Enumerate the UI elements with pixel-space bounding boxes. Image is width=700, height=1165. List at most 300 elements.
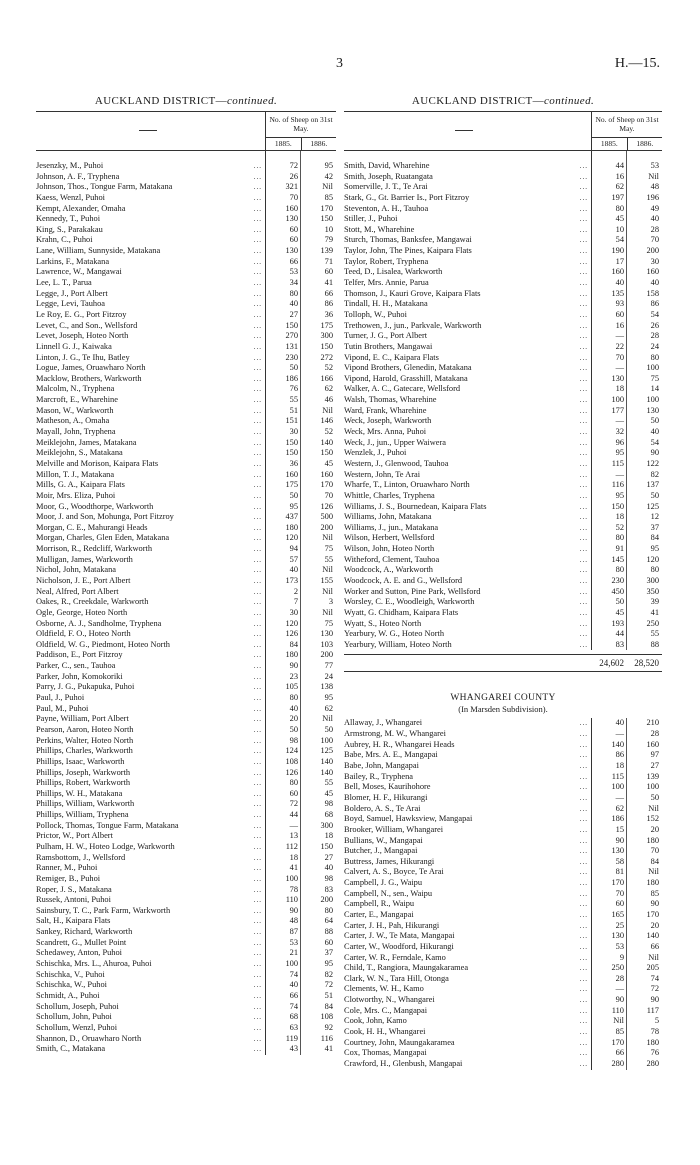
sheep-1886: 90 bbox=[650, 448, 659, 458]
table-row bbox=[344, 867, 662, 878]
table-row bbox=[36, 416, 336, 427]
table-row bbox=[36, 597, 336, 608]
entry-name: Williams, John, Matakana bbox=[344, 512, 432, 522]
sheep-1886: Nil bbox=[322, 182, 333, 192]
sheep-1886: 80 bbox=[650, 352, 659, 362]
sheep-1886: 40 bbox=[650, 214, 659, 224]
leader-dots: ... bbox=[253, 491, 262, 500]
sheep-1886: 28 bbox=[650, 224, 659, 234]
sheep-1886: 82 bbox=[650, 469, 659, 479]
sheep-1886: 170 bbox=[320, 203, 333, 213]
sheep-1886: 205 bbox=[646, 963, 659, 973]
sheep-1885: 450 bbox=[611, 586, 624, 596]
sheep-1885: 180 bbox=[285, 522, 298, 532]
sheep-1886: 138 bbox=[320, 682, 333, 692]
sheep-1885: 250 bbox=[611, 963, 624, 973]
entry-name: Weck, J., jun., Upper Waiwera bbox=[344, 437, 446, 447]
sheep-1885: 170 bbox=[611, 878, 624, 888]
sheep-1886: 160 bbox=[646, 739, 659, 749]
sheep-1885: 43 bbox=[289, 1044, 298, 1054]
sheep-1885: 186 bbox=[285, 373, 298, 383]
year-header-1885: 1885. bbox=[266, 138, 302, 150]
table-row bbox=[344, 299, 662, 310]
sheep-1886: 139 bbox=[646, 771, 659, 781]
leader-dots: ... bbox=[579, 879, 588, 888]
sheep-1886: Nil bbox=[322, 405, 333, 415]
leader-dots: ... bbox=[253, 811, 262, 820]
table-row bbox=[36, 512, 336, 523]
table-row bbox=[36, 991, 336, 1002]
entry-name: Phillips, Isaac, Warkworth bbox=[36, 756, 125, 766]
table-row bbox=[344, 172, 662, 183]
table-row bbox=[36, 821, 336, 832]
sheep-1885: 51 bbox=[289, 405, 298, 415]
leader-dots: ... bbox=[579, 825, 588, 834]
leader-dots: ... bbox=[253, 800, 262, 809]
sheep-1886: 27 bbox=[324, 852, 333, 862]
leader-dots: ... bbox=[579, 470, 588, 479]
leader-dots: ... bbox=[579, 162, 588, 170]
leader-dots: ... bbox=[579, 598, 588, 607]
leader-dots: ... bbox=[253, 449, 262, 458]
sheep-1885: 160 bbox=[611, 267, 624, 277]
leader-dots: ... bbox=[253, 608, 262, 617]
table-row bbox=[344, 640, 662, 651]
sheep-1885: 10 bbox=[615, 224, 624, 234]
entry-name: Paul, J., Puhoi bbox=[36, 693, 85, 703]
sheep-1886: 83 bbox=[324, 884, 333, 894]
sheep-1885: 55 bbox=[289, 395, 298, 405]
table-row bbox=[36, 757, 336, 768]
leader-dots: ... bbox=[579, 576, 588, 585]
table-row bbox=[36, 682, 336, 693]
sheep-1886: 75 bbox=[650, 373, 659, 383]
table-row bbox=[344, 793, 662, 804]
left-column bbox=[36, 94, 336, 1055]
sheep-1886: 95 bbox=[324, 161, 333, 170]
sheep-1885: 74 bbox=[289, 1001, 298, 1011]
entry-name: Wyatt, S., Hoteo North bbox=[344, 618, 422, 628]
leader-dots: ... bbox=[579, 587, 588, 596]
sheep-1886: 39 bbox=[650, 597, 659, 607]
entry-name: Logue, James, Oruawharo North bbox=[36, 363, 146, 373]
leader-dots: ... bbox=[579, 1028, 588, 1037]
entry-name: Phillips, Joseph, Warkworth bbox=[36, 767, 131, 777]
entry-name: Kaess, Wenzl, Puhoi bbox=[36, 192, 105, 202]
entry-name: Butcher, J., Mangapai bbox=[344, 846, 418, 856]
sheep-1885: 87 bbox=[289, 927, 298, 937]
leader-dots: ... bbox=[579, 996, 588, 1005]
table-row bbox=[344, 782, 662, 793]
sheep-1885: 131 bbox=[285, 341, 298, 351]
sheep-1886: 62 bbox=[324, 703, 333, 713]
leader-dots: ... bbox=[579, 300, 588, 309]
leader-dots: ... bbox=[253, 789, 262, 798]
table-row bbox=[36, 225, 336, 236]
leader-dots: ... bbox=[579, 374, 588, 383]
sheep-1886: 95 bbox=[650, 544, 659, 554]
sheep-1885: 130 bbox=[611, 931, 624, 941]
table-row bbox=[36, 246, 336, 257]
table-row bbox=[36, 1023, 336, 1034]
sheep-1885: 130 bbox=[285, 214, 298, 224]
sheep-1885: 70 bbox=[615, 352, 624, 362]
entry-name: Paul, M., Puhoi bbox=[36, 703, 89, 713]
leader-dots: ... bbox=[253, 640, 262, 649]
table-row bbox=[344, 629, 662, 640]
sheep-1886: 155 bbox=[320, 575, 333, 585]
entry-name: Johnson, A. F., Tryphena bbox=[36, 171, 120, 181]
sheep-1886: 160 bbox=[646, 267, 659, 277]
table-row bbox=[344, 406, 662, 417]
table-row bbox=[344, 974, 662, 985]
table-row bbox=[36, 874, 336, 885]
leader-dots: ... bbox=[579, 762, 588, 771]
sheep-1885: 90 bbox=[615, 995, 624, 1005]
sheep-1885: 94 bbox=[289, 544, 298, 554]
entry-name: Whittle, Charles, Tryphena bbox=[344, 490, 435, 500]
sheep-1886: Nil bbox=[322, 714, 333, 724]
sheep-1886: 95 bbox=[324, 693, 333, 703]
sheep-1885: 25 bbox=[615, 920, 624, 930]
year-header-1886: 1886. bbox=[636, 139, 654, 148]
leader-dots: ... bbox=[253, 321, 262, 330]
sheep-1886: 70 bbox=[324, 490, 333, 500]
entry-name: Mayall, John, Tryphena bbox=[36, 427, 116, 437]
entry-name: Oldfield, W. G., Piedmont, Hoteo North bbox=[36, 639, 170, 649]
sheep-count-header: No. of Sheep on 31st May. bbox=[592, 112, 662, 138]
sheep-1886: 28 bbox=[650, 729, 659, 739]
entry-name: Matheson, A., Omaha bbox=[36, 416, 110, 426]
sheep-1885: 230 bbox=[285, 352, 298, 362]
sheep-1886: 50 bbox=[650, 792, 659, 802]
table-row bbox=[344, 750, 662, 761]
entry-name: Smith, Joseph, Ruatangata bbox=[344, 171, 433, 181]
entry-name: Prictor, W., Port Albert bbox=[36, 831, 113, 841]
leader-dots: ... bbox=[253, 481, 262, 490]
sheep-1885: 105 bbox=[285, 682, 298, 692]
sheep-1886: 146 bbox=[320, 416, 333, 426]
sheep-1886: 210 bbox=[646, 718, 659, 728]
leader-dots: ... bbox=[579, 932, 588, 941]
table-row bbox=[344, 910, 662, 921]
entry-name: Moor, J. and Son, Mohunga, Port Fitzroy bbox=[36, 512, 174, 522]
entry-name: Levet, C., and Son., Wellsford bbox=[36, 320, 138, 330]
leader-dots: ... bbox=[579, 225, 588, 234]
leader-dots: ... bbox=[579, 630, 588, 639]
leader-dots: ... bbox=[253, 162, 262, 170]
entry-name: Schischka, Mrs. L., Ahuroa, Puhoi bbox=[36, 959, 152, 969]
table-row bbox=[36, 406, 336, 417]
sheep-1886: 41 bbox=[650, 607, 659, 617]
sheep-1885: 126 bbox=[285, 767, 298, 777]
sheep-1886: 41 bbox=[324, 1044, 333, 1054]
table-row bbox=[344, 953, 662, 964]
leader-dots: ... bbox=[579, 740, 588, 749]
entry-name: Clements, W. H., Kamo bbox=[344, 984, 424, 994]
sheep-1886: 52 bbox=[324, 427, 333, 437]
sheep-1885: 160 bbox=[285, 203, 298, 213]
sheep-1885: 23 bbox=[289, 671, 298, 681]
entry-name: Schollum, Wenzl, Puhoi bbox=[36, 1022, 118, 1032]
sheep-1886: 90 bbox=[650, 995, 659, 1005]
sheep-1885: 270 bbox=[285, 331, 298, 341]
sheep-1885: 60 bbox=[289, 235, 298, 245]
entry-name: Phillips, Robert, Warkworth bbox=[36, 778, 131, 788]
entry-name: Cook, John, Kamo bbox=[344, 1016, 407, 1026]
table-row bbox=[344, 889, 662, 900]
entry-name: Walsh, Thomas, Wharehine bbox=[344, 395, 437, 405]
table-row bbox=[344, 374, 662, 385]
table-row bbox=[36, 331, 336, 342]
entry-name: Western, J., Glenwood, Tauhoa bbox=[344, 458, 449, 468]
entry-name: Calvert, A. S., Boyce, Te Arai bbox=[344, 867, 444, 877]
total-1886: 28,520 bbox=[634, 658, 659, 669]
entry-name: Millon, T. J., Matakana bbox=[36, 469, 115, 479]
entry-name: Perkins, Walter, Hoteo North bbox=[36, 735, 134, 745]
sheep-1886: 150 bbox=[320, 448, 333, 458]
entry-name: Yearbury, William, Hoteo North bbox=[344, 639, 452, 649]
sheep-1886: 40 bbox=[650, 278, 659, 288]
sheep-1886: 140 bbox=[320, 437, 333, 447]
table-row bbox=[344, 857, 662, 868]
entry-name: Remiger, B., Puhoi bbox=[36, 873, 101, 883]
table-row bbox=[36, 565, 336, 576]
entry-name: Wenzlek, J., Puhoi bbox=[344, 448, 407, 458]
sheep-1886: 28 bbox=[650, 331, 659, 341]
sheep-1886: 76 bbox=[650, 1048, 659, 1058]
entry-name: Bullians, W., Mangapai bbox=[344, 835, 423, 845]
table-row bbox=[344, 718, 662, 729]
leader-dots: ... bbox=[253, 630, 262, 639]
sheep-1885: 124 bbox=[285, 746, 298, 756]
entry-name: Sturch, Thomas, Banksfee, Mangawai bbox=[344, 235, 472, 245]
leader-dots: ... bbox=[579, 172, 588, 181]
leader-dots: ... bbox=[253, 545, 262, 554]
entry-name: Salt, H., Kaipara Flats bbox=[36, 916, 111, 926]
entry-name: Meiklejohn, James, Matakana bbox=[36, 437, 137, 447]
leader-dots: ... bbox=[579, 1059, 588, 1068]
sheep-1886: Nil bbox=[648, 952, 659, 962]
sheep-1885: 68 bbox=[289, 1012, 298, 1022]
leader-dots: ... bbox=[253, 619, 262, 628]
table-row bbox=[36, 799, 336, 810]
sheep-1886: 62 bbox=[324, 384, 333, 394]
leader-dots: ... bbox=[579, 619, 588, 628]
sheep-1886: 200 bbox=[646, 246, 659, 256]
leader-dots: ... bbox=[579, 268, 588, 277]
entry-name: Clotworthy, N., Whangarei bbox=[344, 995, 435, 1005]
leader-dots: ... bbox=[253, 843, 262, 851]
sheep-1886: 75 bbox=[324, 544, 333, 554]
sheep-1886: 130 bbox=[646, 405, 659, 415]
entry-name: Brooker, William, Whangarei bbox=[344, 824, 444, 834]
sheep-1886: 55 bbox=[324, 554, 333, 564]
entry-name: Melville and Morison, Kaipara Flats bbox=[36, 458, 159, 468]
sheep-1885: 90 bbox=[289, 905, 298, 915]
leader-dots: ... bbox=[253, 1013, 262, 1022]
leader-dots: ... bbox=[253, 342, 262, 351]
leader-dots: ... bbox=[253, 396, 262, 405]
table-row bbox=[344, 214, 662, 225]
column-title-prefix: AUCKLAND DISTRICT— bbox=[411, 95, 545, 107]
sheep-1885: 83 bbox=[615, 639, 624, 649]
sheep-1885: — bbox=[615, 792, 624, 802]
table-row bbox=[36, 810, 336, 821]
sheep-1885: 44 bbox=[615, 629, 624, 639]
leader-dots: ... bbox=[253, 747, 262, 756]
sheep-1885: 40 bbox=[289, 703, 298, 713]
leader-dots: ... bbox=[253, 385, 262, 394]
entry-name: Stiller, J., Puhoi bbox=[344, 214, 398, 224]
table-row bbox=[344, 729, 662, 740]
sheep-1885: 17 bbox=[615, 256, 624, 266]
entry-name: Babe, John, Mangapai bbox=[344, 761, 419, 771]
entry-name: Schmidt, A., Puhoi bbox=[36, 990, 100, 1000]
sheep-1886: 37 bbox=[324, 948, 333, 958]
table-row bbox=[36, 863, 336, 874]
table-row bbox=[36, 1044, 336, 1055]
table-row bbox=[344, 740, 662, 751]
table-row bbox=[36, 704, 336, 715]
entry-name: Pulham, H. W., Hoteo Lodge, Warkworth bbox=[36, 842, 175, 851]
entry-name: Lane, William, Sunnyside, Matakana bbox=[36, 246, 161, 256]
sheep-1885: 135 bbox=[611, 288, 624, 298]
entry-name: Moir, Mrs. Eliza, Puhoi bbox=[36, 490, 116, 500]
table-row bbox=[36, 895, 336, 906]
sheep-1886: Nil bbox=[648, 171, 659, 181]
entry-name: Neal, Alfred, Port Albert bbox=[36, 586, 119, 596]
year-header-1886: 1886. bbox=[310, 139, 328, 148]
sheep-1885: 95 bbox=[289, 501, 298, 511]
table-row bbox=[36, 650, 336, 661]
table-row bbox=[344, 772, 662, 783]
table-row bbox=[36, 948, 336, 959]
sheep-1886: 14 bbox=[650, 384, 659, 394]
table-row bbox=[344, 491, 662, 502]
table-row bbox=[36, 363, 336, 374]
table-row bbox=[36, 353, 336, 364]
sheep-1885: 72 bbox=[289, 799, 298, 809]
sheep-1886: 70 bbox=[650, 846, 659, 856]
sheep-1885: 100 bbox=[285, 873, 298, 883]
sheep-1886: 98 bbox=[324, 873, 333, 883]
leader-dots: ... bbox=[579, 417, 588, 426]
entry-name: Worker and Sutton, Pine Park, Wellsford bbox=[344, 586, 481, 596]
table-row bbox=[36, 640, 336, 651]
table-header bbox=[344, 111, 662, 151]
entry-name: Williams, J., jun., Matakana bbox=[344, 522, 439, 532]
sheep-1885: 30 bbox=[289, 427, 298, 437]
sheep-1885: 173 bbox=[285, 575, 298, 585]
sheep-1886: 77 bbox=[324, 661, 333, 671]
table-row bbox=[344, 310, 662, 321]
table-row bbox=[36, 576, 336, 587]
sheep-1885: — bbox=[615, 984, 624, 994]
entry-name: Krahn, C., Puhoi bbox=[36, 235, 93, 245]
sheep-1885: 53 bbox=[289, 267, 298, 277]
entry-name: Shannon, D., Oruawharo North bbox=[36, 1033, 142, 1043]
sheep-1885: 50 bbox=[615, 597, 624, 607]
table-row bbox=[36, 970, 336, 981]
leader-dots: ... bbox=[579, 332, 588, 341]
sheep-1886: 200 bbox=[320, 895, 333, 905]
sheep-1886: 88 bbox=[324, 927, 333, 937]
table-row bbox=[344, 289, 662, 300]
table-row bbox=[344, 161, 662, 172]
sheep-1885: 95 bbox=[615, 448, 624, 458]
total-row bbox=[344, 654, 662, 672]
sheep-1885: 177 bbox=[611, 405, 624, 415]
entry-name: Legge, J., Port Albert bbox=[36, 288, 108, 298]
entry-name: Phillips, William, Warkworth bbox=[36, 799, 135, 809]
leader-dots: ... bbox=[253, 268, 262, 277]
entry-name: Cole, Mrs. C., Mangapai bbox=[344, 1005, 428, 1015]
sheep-1886: 200 bbox=[320, 522, 333, 532]
leader-dots: ... bbox=[253, 1023, 262, 1032]
leader-dots: ... bbox=[253, 906, 262, 915]
sheep-1885: 96 bbox=[615, 437, 624, 447]
leader-dots: ... bbox=[253, 215, 262, 224]
sheep-1886: 170 bbox=[646, 910, 659, 919]
sheep-1885: 40 bbox=[289, 565, 298, 575]
leader-dots: ... bbox=[579, 847, 588, 856]
sheep-1885: 54 bbox=[615, 235, 624, 245]
entry-name: Blomer, H. F., Hikurangi bbox=[344, 792, 428, 802]
sheep-1886: 78 bbox=[650, 1027, 659, 1037]
table-row bbox=[344, 1006, 662, 1017]
entry-name: Legge, Levi, Tauhoa bbox=[36, 299, 106, 309]
leader-dots: ... bbox=[579, 438, 588, 447]
leader-dots: ... bbox=[253, 236, 262, 245]
table-row bbox=[344, 555, 662, 566]
table-row bbox=[36, 629, 336, 640]
sheep-1885: 48 bbox=[289, 916, 298, 926]
entry-name: Malcolm, N., Tryphena bbox=[36, 384, 115, 394]
table-row bbox=[344, 257, 662, 268]
entry-name: Child, T., Rangiora, Maungakaramea bbox=[344, 963, 469, 973]
leader-dots: ... bbox=[579, 964, 588, 973]
table-row bbox=[36, 1012, 336, 1023]
sheep-1886: 37 bbox=[650, 522, 659, 532]
sheep-1886: 52 bbox=[324, 363, 333, 373]
sheep-1886: 120 bbox=[646, 554, 659, 564]
sheep-1885: 120 bbox=[285, 533, 298, 543]
sheep-1885: 53 bbox=[289, 937, 298, 947]
entry-name: Williams, J. S., Bournedean, Kaipara Flats bbox=[344, 501, 487, 511]
leader-dots: ... bbox=[579, 921, 588, 930]
leader-dots: ... bbox=[253, 885, 262, 894]
entry-name: Stark, G., Gt. Barrier Is., Port Fitzroy bbox=[344, 192, 470, 202]
sheep-1885: 74 bbox=[289, 969, 298, 979]
leader-dots: ... bbox=[253, 832, 262, 841]
sheep-1885: 15 bbox=[615, 824, 624, 834]
leader-dots: ... bbox=[579, 481, 588, 490]
column-title-suffix: continued. bbox=[544, 95, 595, 107]
leader-dots: ... bbox=[253, 502, 262, 511]
entry-name: Somerville, J. T., Te Arai bbox=[344, 182, 428, 192]
leader-dots: ... bbox=[579, 953, 588, 962]
leader-dots: ... bbox=[253, 225, 262, 234]
sheep-1886: 300 bbox=[320, 331, 333, 341]
table-row bbox=[344, 942, 662, 953]
leader-dots: ... bbox=[579, 566, 588, 575]
sheep-1886: 41 bbox=[324, 278, 333, 288]
sheep-1886: Nil bbox=[322, 565, 333, 575]
sheep-count-header: No. of Sheep on 31st May. bbox=[266, 112, 336, 138]
table-row bbox=[344, 1048, 662, 1059]
sheep-1885: 50 bbox=[289, 490, 298, 500]
